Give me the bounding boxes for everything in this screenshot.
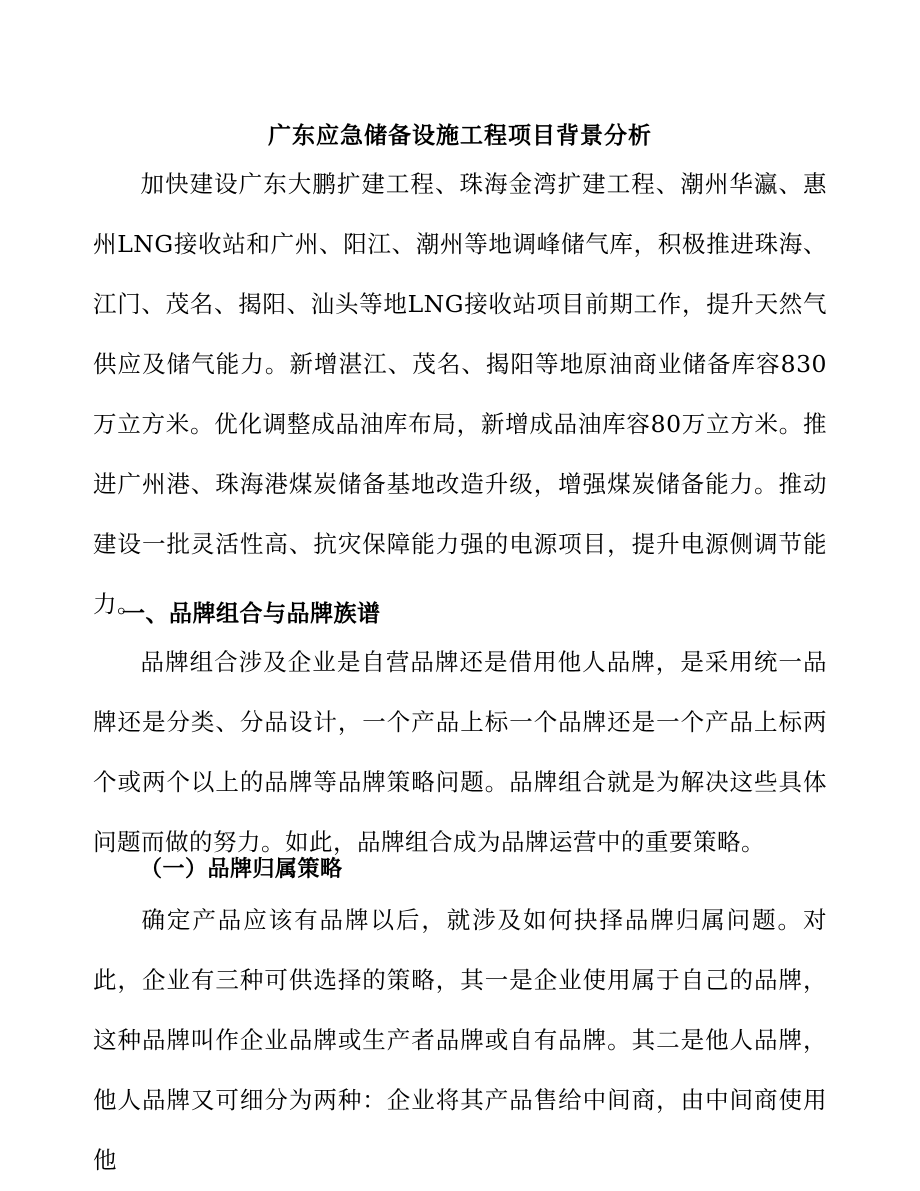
paragraph-brand-portfolio — [93, 632, 827, 872]
paragraph-brand-ownership — [93, 890, 827, 1190]
document-title: 广东应急储备设施工程项目背景分析 — [268, 122, 652, 149]
subsection-heading-brand-ownership: （一）品牌归属策略 — [140, 856, 343, 882]
paragraph-energy-storage — [93, 154, 827, 634]
paragraph-text: 加快建设广东大鹏扩建工程、珠海金湾扩建工程、潮州华瀛、惠州LNG接收站和广州、阳江、潮州等地调峰储气库，积极推进珠海、江门、茂名、揭阳、汕头等地LNG接收站项目前期工作，提升天然气供应及储气能力。新增湛江、茂名、揭阳等地原油商业储备库容830万立方米。优化调整成品油库布局，新增成品油库容80万立方米。推进广州港、珠海港煤炭储备基地改造升级，增强煤炭储备能力。推动建设一批灵活性高、抗灾保障能力强的电源项目，提升电源侧调节能力。 — [93, 170, 827, 618]
section-heading-brand-portfolio: 一、品牌组合与品牌族谱 — [122, 600, 381, 627]
paragraph-text: 确定产品应该有品牌以后，就涉及如何抉择品牌归属问题。对此，企业有三种可供选择的策略，其一是企业使用属于自己的品牌，这种品牌叫作企业品牌或生产者品牌或自有品牌。其二是他人品牌，他人品牌又可细分为两种：企业将其产品售给中间商，由中间商使用他 — [93, 906, 827, 1174]
paragraph-text: 品牌组合涉及企业是自营品牌还是借用他人品牌，是采用统一品牌还是分类、分品设计，一个产品上标一个品牌还是一个产品上标两个或两个以上的品牌等品牌策略问题。品牌组合就是为解决这些具体问题而做的努力。如此，品牌组合成为品牌运营中的重要策略。 — [93, 648, 827, 856]
